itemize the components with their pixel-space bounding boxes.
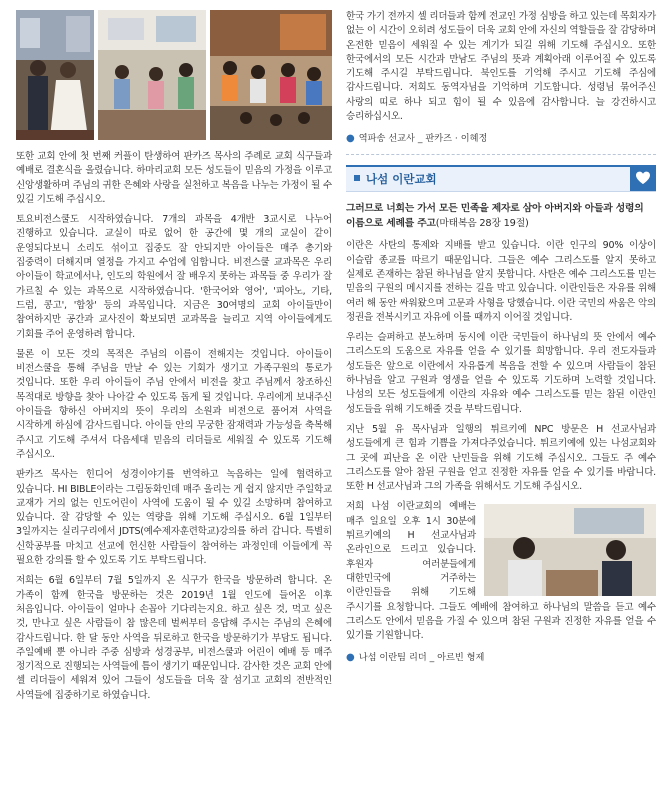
scripture-verse [346,202,656,231]
verse-text: 그러므로 너희는 가서 모든 민족을 제자로 삼아 아버지와 아들과 성령의 이름으로 세례를 주고 [346,203,644,229]
header-square-icon [354,175,360,181]
credit-text: 나섬 이란팀 리더 _ 아르빈 형제 [358,652,485,664]
final-paragraph-block [346,500,656,643]
paragraph: 저희는 6월 6일부터 7월 5일까지 온 식구가 한국을 방문하려 합니다. 온 가족이 함께 한국을 방문하는 것은 2019년 1월 인도에 들어온 이후 처음입니다. 아이들이 얼마나 손꼽아 기다리는지요. 하고 싶은 것, 먹고 싶은 것, 만나고 싶은 사람들이 참 많은데 벌써부터 응답해 주시는 주님의 은혜에 감사드립니다. 한 달 동안 사역을 뒤로하고 한국을 방문하기가 부담도 됩니다. 주일예배 뿐 아니라 주중 심방과 성경공부, 비전스쿨과 어린이 예배 등 매주 정기적으로 진행되는 사역들에 틈이 생기기 때문입니다. 감사한 것은 교회 안에 셀 리더들이 세워져 있어 그들이 성도들을 더욱 잘 섬기고 교회의 전반적인 사역들에 집중하기로 하였습니다. [16,575,332,701]
section-title: 나섬 이란교회 [366,172,437,187]
section-header [346,165,656,192]
paragraph: 저희 나섬 이란교회의 예배는 매주 일요일 오후 1시 30분에 튀르키예의 H 선교사님과 온라인으로 드리고 있습니다. 후원자 여러분들에게 대한민국에 거주하는 이란인들을 위해 기도해 주시기를 요청합니다. 그들도 예배에 참여하고 하나님의 말씀을 듣고 예수 그리스도 안에서 믿음을 가질 수 있으며 참된 구원과 진정한 자유를 얻을 수 있기를 기원합니다. [346,501,656,642]
heart-icon [630,165,656,191]
paragraph: 지난 5월 유 목사님과 일행의 튀르키예 NPC 방문은 H 선교사님과 성도들에게 큰 힘과 기쁨을 가져다주었습니다. 튀르키예에 있는 나섬교회와 그 곳에 피난을 온 이란 난민들을 위해 기도해 주십시오. 그들도 주 예수 그리스도를 알아 참된 구원을 얻고 진정한 자유를 얻을 수 있기를 바랍니다. 또한 H 선교사님과 그의 가족을 위해서도 기도해 주십시오. [346,423,656,493]
paragraph: 이란은 사탄의 통제와 지배를 받고 있습니다. 이란 인구의 90% 이상이 이슬람 종교를 따르기 때문입니다. 그들은 예수 그리스도를 알지 못하고 실제로 존재하는 참된 하나님을 알지 못합니다. 사탄은 예수 그리스도를 믿는 믿음의 구원의 메시지를 전하는 길을 막고 있습니다. 이란인들은 자유를 위해 여러 해 동안 싸워왔으며 고문과 사형을 당했습니다. 이란 국민의 싸움은 악의 정권을 전복시키고 자유에 이를 때까지 이어질 것입니다. [346,240,656,323]
right-column [346,10,656,667]
paragraph: 우리는 슬퍼하고 분노하며 동시에 이란 국민들이 하나님의 뜻 안에서 예수 그리스도의 도움으로 자유를 얻을 수 있기를 희망합니다. 우리 전도자들과 성도들은 앞으로 이란에서 자유롭게 복음을 전할 수 있으며 사람들이 참된 하나님을 알고 구원과 영생을 얻을 수 있도록 기도하며 노력할 것입니다. 나섬의 모든 성도들에게 이란의 자유와 예수 그리스도를 믿는 참된 이란인 성도들을 위해 기도해줄 것을 부탁드립니다. [346,332,656,415]
paragraph: 토요비전스쿨도 시작하였습니다. 7개의 과목을 4개반 3교시로 나누어 진행하고 있습니다. 교실이 따로 없어 한 공간에 몇 개의 교실이 같이 운영되다보니 소리도 섞이고 집중도 잘 안되지만 아이들은 매주 총기와 집중력이 더해지며 열정을 가지고 수업에 임합니다. 비전스쿨 교과목은 우리 아이들이 학교에서나, 인도의 학원에서 잘 배우지 못하는 과목들 중 우리가 잘 가르칠 수 있는 과목으로 시작하였습니다. '한국어와 영어', '피아노, 기타, 드럼, 콩고', '합창' 등의 과목입니다. 지금은 30여명의 교회 아이들만이 참여하지만 공간과 교사진이 확보되면 교과목을 늘리고 지역 아이들에게도 기회를 주어 운영하려 합니다. [16,214,332,340]
paragraph: 물론 이 모든 것의 목적은 주님의 이름이 전해지는 것입니다. 아이들이 비전스쿨을 통해 주님을 만날 수 있는 기회가 생기고 가족구원의 통로가 것입니다. 또한 우리 아이들이 주님 안에서 비전을 찾고 주님께서 창조하신 목적대로 방향을 찾아 나아갈 수 있도록 돕게 될 것입니다. 우리에게 보내주신 아이들을 향하신 아버지의 뜻이 우리의 소원과 비전으로 품어져 사역을 시작하게 하심에 감사드립니다. 아이들 안의 무궁한 잠재력과 가능성을 축복해 주시고 기도해 주셔서 다음세대 믿음의 리더들로 세워질 수 있도록 기도해 주십시오. [16,348,332,460]
meeting-photo [484,504,656,596]
credit-text: 역파송 선교사 _ 판카즈 · 이혜정 [358,133,488,145]
photo-strip [16,10,332,140]
music-class-photo [210,10,332,140]
author-credit [346,130,656,144]
wedding-photo [16,10,94,140]
bullet-dot-icon: ● [346,133,355,145]
classroom-photo [98,10,206,140]
paragraph: 또한 교회 안에 첫 번째 커플이 탄생하여 판카즈 목사의 주례로 교회 식구들과 예배로 결혼식을 올렸습니다. 하마리교회 모든 성도들이 믿음의 가정을 이루고 신앙생활하며 주님의 귀한 은혜와 사랑을 실천하고 복음을 나누는 가정이 될 수 있길 기도해 주십시오. [16,151,332,205]
author-credit [346,649,656,663]
left-column [16,10,332,709]
bullet-dot-icon: ● [346,652,355,664]
section-divider [346,154,656,155]
paragraph: 한국 가기 전까지 셀 리더들과 함께 전교인 가정 심방을 하고 있는데 목회자가 없는 이 시간이 오히려 성도들이 더욱 교회 안에 자신의 역할들을 잘 감당하며 온전한 믿음이 세워질 수 있는 계기가 되길 위해 기도해 주십시오. 또한 한국에서의 모든 시간과 만남도 주님의 뜻과 계획아래 이루어질 수 있도록 기도해 주시길 부탁드립니다. 북인도를 기억해 주시고 기도해 주심에 감사드립니다. 저희도 동역자님을 기억하며 기도합니다. 성령님 묶어주신 사랑의 띠로 하나 되고 힘이 될 수 있음에 감사합니다. 늘 강건하시고 승리하십시오. [346,11,656,123]
paragraph: 판카즈 목사는 힌디어 성경이야기를 번역하고 녹음하는 일에 협력하고 있습니다. HI BIBLE이라는 그림동화인데 매주 올리는 게 쉽지 않지만 주일학교 교재가 거의 없는 인도어린이 사역에 도움이 될 수 있길 소망하며 참여하고 있습니다. 잘 감당할 수 있는 역량을 위해 기도해 주십시오. 6월 1일부터 3일까지는 실리구리에서 JDTS(예수제자훈련학교)강의를 하러 갑니다. 특별히 신학공부를 마치고 선교에 헌신한 사람들이 참여하는 과정인데 이들에게 꼭 필요한 강의를 할 수 있도록 기도 부탁드립니다. [16,469,332,567]
verse-reference: (마태복음 28장 19절) [435,217,529,229]
